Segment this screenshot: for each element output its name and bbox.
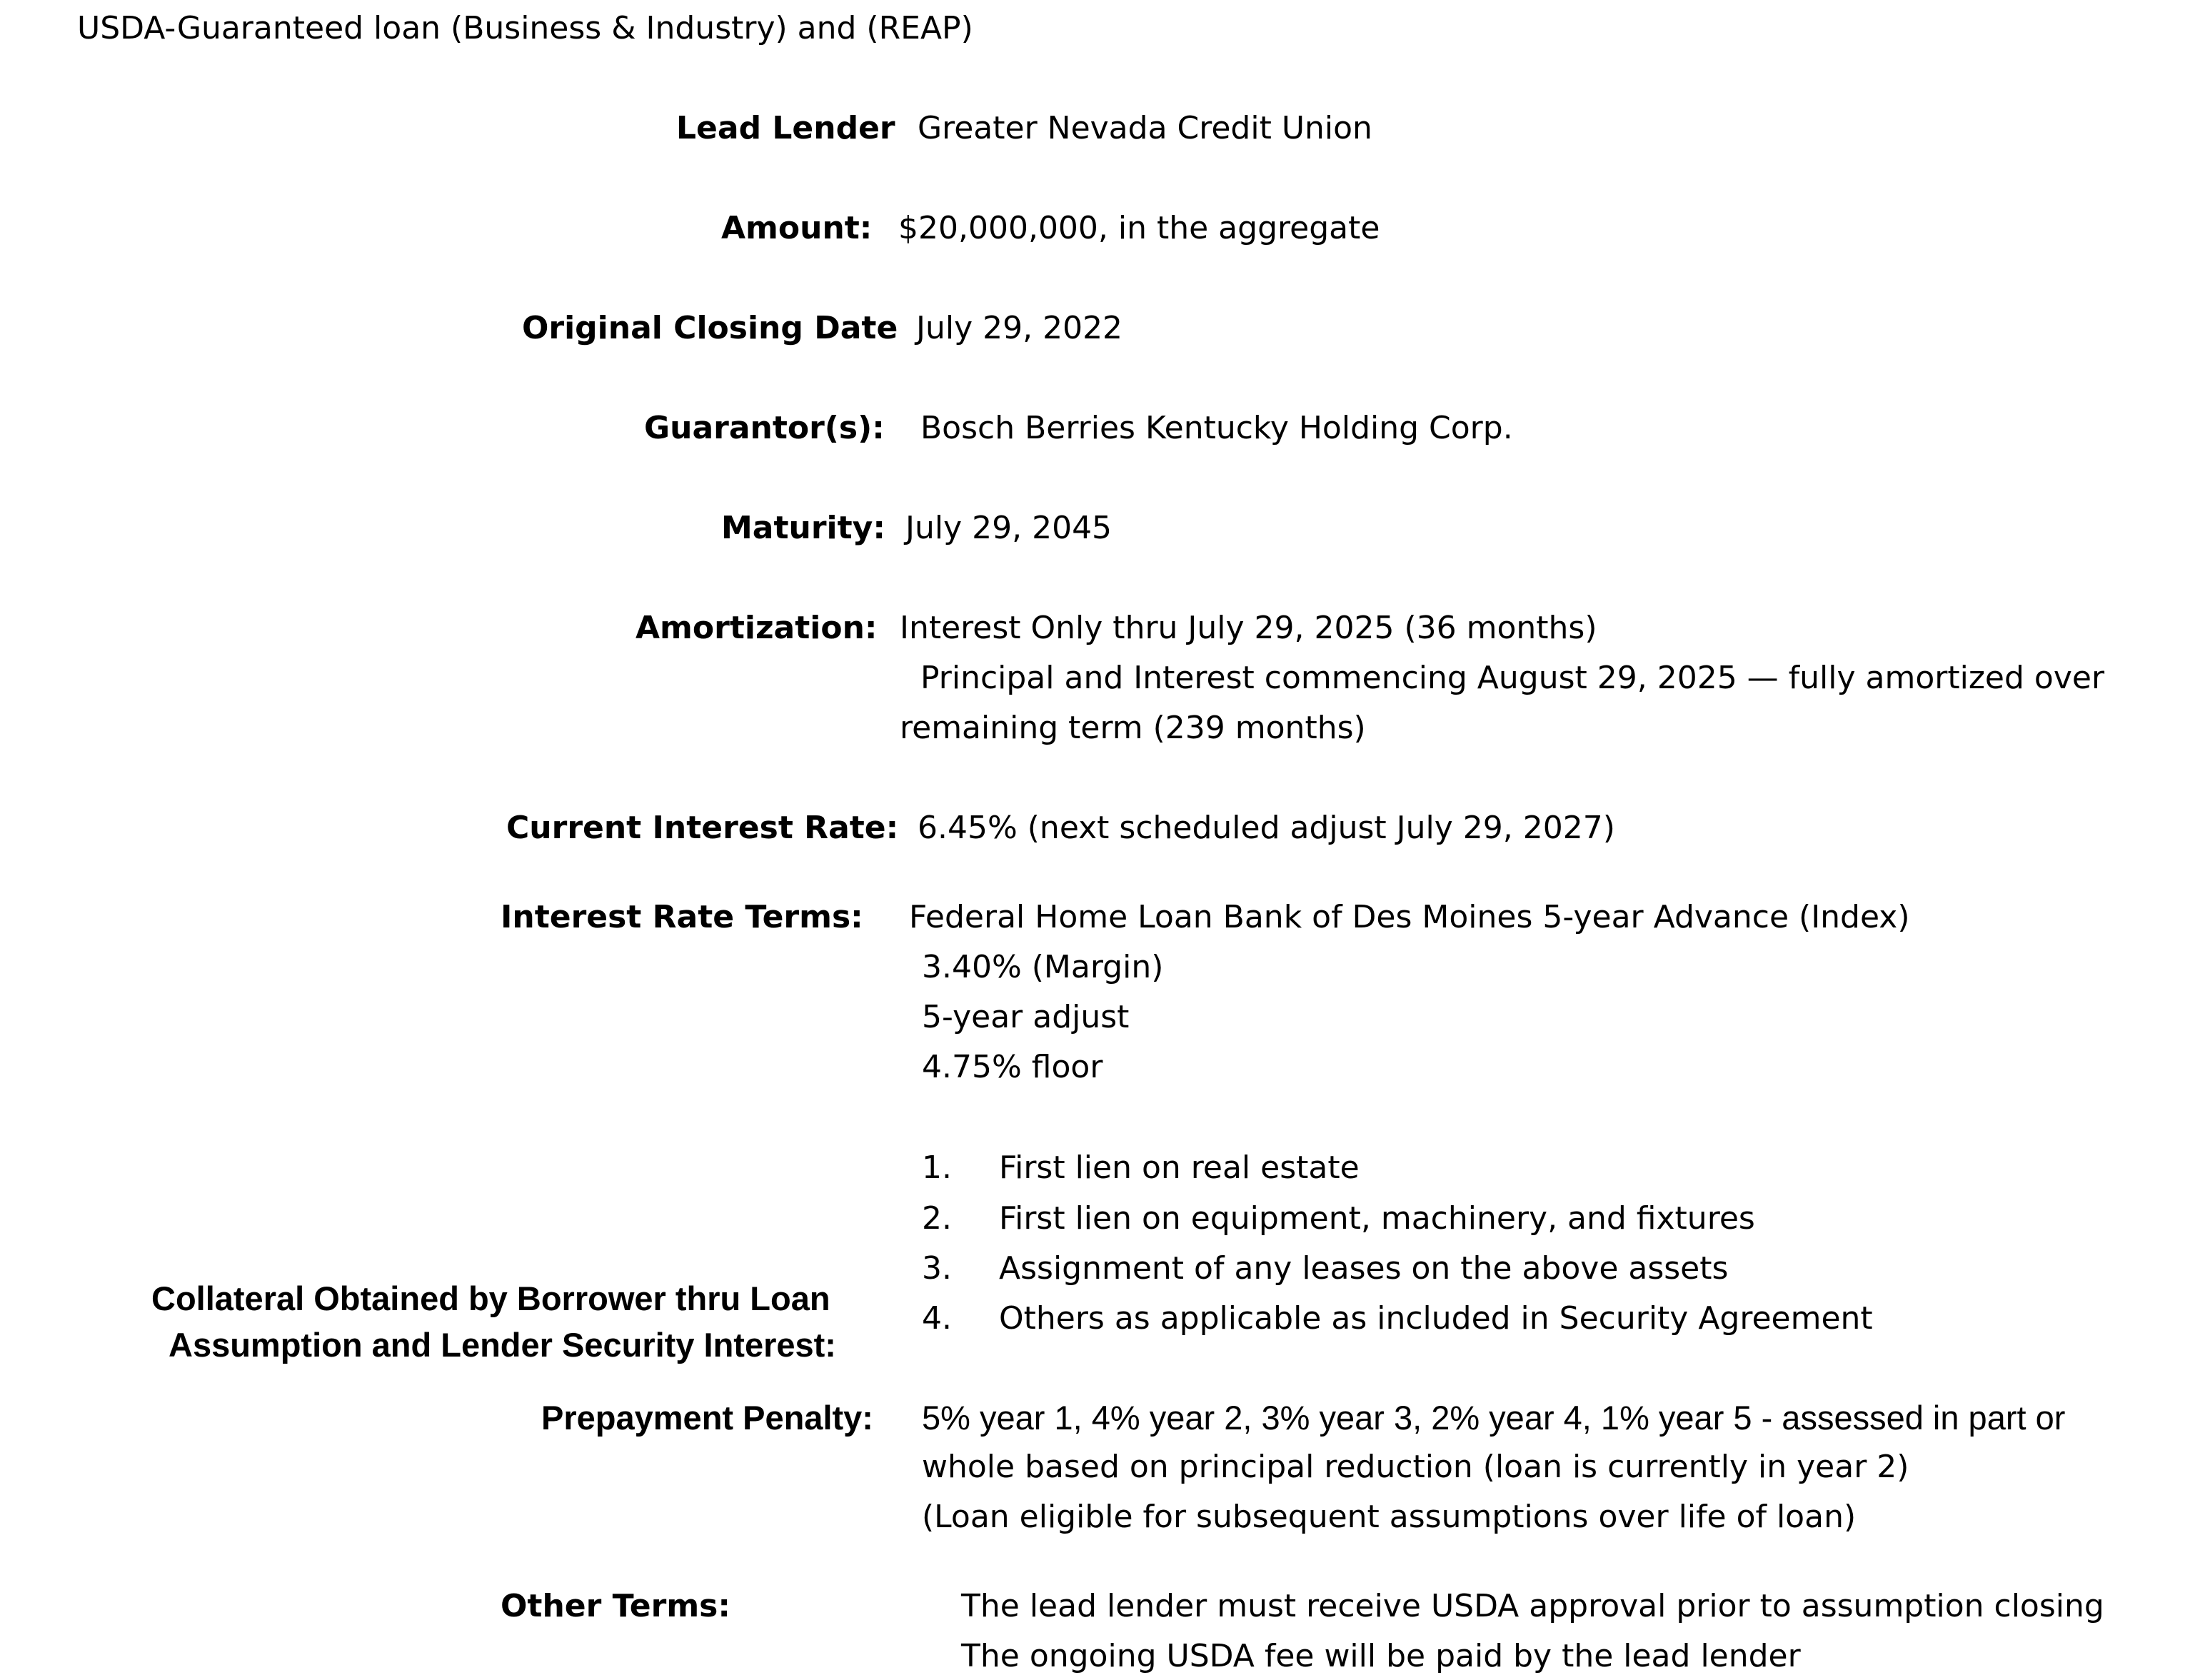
original-closing-date-label: Original Closing Date — [522, 310, 898, 346]
prepayment-penalty-line-2: whole based on principal reduction (loan is currently in year 2) — [922, 1449, 1909, 1485]
interest-rate-terms-floor: 4.75% floor — [922, 1049, 1103, 1085]
amount-value: $20,000,000, in the aggregate — [898, 210, 1380, 246]
other-terms-line-1: The lead lender must receive USDA approval prior to assumption closing — [961, 1588, 2104, 1624]
collateral-item-3-text: Assignment of any leases on the above assets — [999, 1250, 1729, 1287]
current-interest-rate-value: 6.45% (next scheduled adjust July 29, 2027) — [918, 810, 1615, 846]
collateral-item-1-text: First lien on real estate — [999, 1150, 1360, 1186]
prepayment-penalty-label: Prepayment Penalty: — [541, 1399, 873, 1437]
prepayment-penalty-line-3: (Loan eligible for subsequent assumptions over life of loan) — [922, 1499, 1857, 1535]
other-terms-line-2: The ongoing USDA fee will be paid by the lead lender — [961, 1638, 1801, 1674]
collateral-item-4-number: 4. — [922, 1300, 952, 1337]
lead-lender-label: Lead Lender — [676, 110, 895, 146]
original-closing-date-value: July 29, 2022 — [916, 310, 1123, 346]
guarantors-label: Guarantor(s): — [644, 410, 885, 446]
interest-rate-terms-margin: 3.40% (Margin) — [922, 949, 1164, 985]
prepayment-penalty-line-1: 5% year 1, 4% year 2, 3% year 3, 2% year 4, 1% year 5 - assessed in part or — [922, 1399, 2066, 1437]
interest-rate-terms-label: Interest Rate Terms: — [501, 899, 863, 935]
amortization-line-1: Interest Only thru July 29, 2025 (36 months) — [900, 610, 1597, 646]
lead-lender-value: Greater Nevada Credit Union — [918, 110, 1372, 146]
collateral-item-1-number: 1. — [922, 1150, 952, 1186]
interest-rate-terms-index: Federal Home Loan Bank of Des Moines 5-year Advance (Index) — [909, 899, 1910, 935]
collateral-item-3-number: 3. — [922, 1250, 952, 1287]
collateral-label-line-1: Collateral Obtained by Borrower thru Loan — [151, 1279, 830, 1317]
collateral-item-2-text: First lien on equipment, machinery, and fixtures — [999, 1200, 1755, 1237]
collateral-label-line-2: Assumption and Lender Security Interest: — [169, 1326, 836, 1364]
amortization-line-3: remaining term (239 months) — [900, 710, 1366, 746]
other-terms-label: Other Terms: — [501, 1588, 730, 1624]
document-title: USDA-Guaranteed loan (Business & Industry) and (REAP) — [77, 10, 973, 46]
collateral-item-4-text: Others as applicable as included in Security Agreement — [999, 1300, 1873, 1337]
guarantors-value: Bosch Berries Kentucky Holding Corp. — [920, 410, 1513, 446]
maturity-label: Maturity: — [721, 510, 885, 546]
current-interest-rate-label: Current Interest Rate: — [506, 810, 899, 846]
amortization-label: Amortization: — [636, 610, 878, 646]
collateral-item-2-number: 2. — [922, 1200, 952, 1237]
amount-label: Amount: — [721, 210, 873, 246]
maturity-value: July 29, 2045 — [905, 510, 1112, 546]
amortization-line-2: Principal and Interest commencing August 29, 2025 — fully amortized over — [920, 660, 2105, 696]
interest-rate-terms-adjust: 5-year adjust — [922, 999, 1130, 1035]
